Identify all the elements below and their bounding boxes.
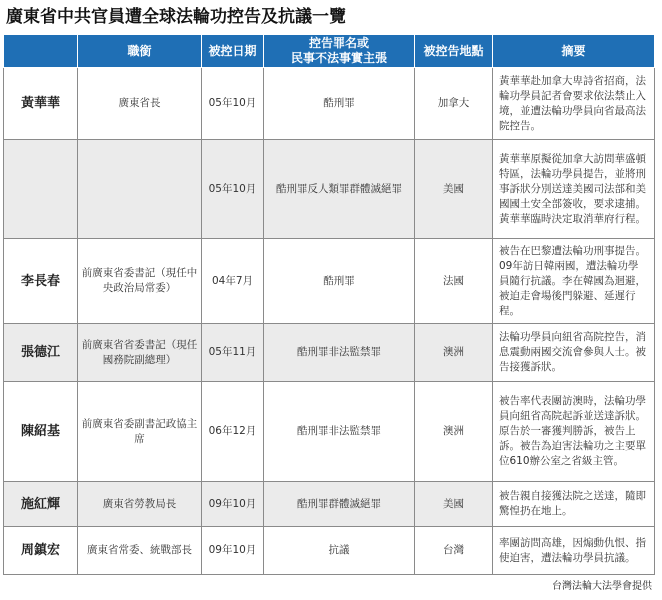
cell-charge: 酷刑罪群體滅絕罪 <box>264 482 415 527</box>
cell-date: 05年10月 <box>202 68 264 140</box>
header-location: 被控告地點 <box>415 35 493 68</box>
cell-date: 09年10月 <box>202 482 264 527</box>
cell-name: 李長春 <box>4 239 78 324</box>
cell-position <box>78 140 202 239</box>
header-summary: 摘要 <box>493 35 655 68</box>
cell-summary: 黃華華赴加拿大卑詩省招商，法輪功學員記者會要求依法禁止入境，並遭法輪功學員向省最高法院控告。 <box>493 68 655 140</box>
table-row <box>4 527 655 575</box>
cell-date: 05年11月 <box>202 324 264 382</box>
cell-position: 廣東省長 <box>78 68 202 140</box>
header-position: 職銜 <box>78 35 202 68</box>
cell-name: 陳紹基 <box>4 382 78 482</box>
table-row <box>4 382 655 482</box>
header-charge-line2: 民事不法事實主張 <box>290 51 387 65</box>
cell-name: 周鎮宏 <box>4 527 78 575</box>
header-charge-line1: 控告罪名或 <box>308 36 369 50</box>
cell-name: 張德江 <box>4 324 78 382</box>
cell-position: 廣東省勞教局長 <box>78 482 202 527</box>
cell-date: 09年10月 <box>202 527 264 575</box>
source-credit: 台灣法輪大法學會提供 <box>552 581 652 592</box>
cell-summary: 被告在巴黎遭法輪功刑事提告。09年訪日韓兩國，遭法輪功學員隨行抗議。李在韓國為迴避，被迫走會場後門躲避、延遲行程。 <box>493 239 655 324</box>
cell-name: 黃華華 <box>4 68 78 140</box>
cell-date: 06年12月 <box>202 382 264 482</box>
cell-location: 法國 <box>415 239 493 324</box>
table-row <box>4 140 655 239</box>
officials-table <box>3 34 655 575</box>
table-row <box>4 324 655 382</box>
table-row <box>4 482 655 527</box>
cell-charge: 酷刑罪反人類罪群體滅絕罪 <box>264 140 415 239</box>
cell-charge: 抗議 <box>264 527 415 575</box>
table-header-row <box>4 35 655 68</box>
table-row <box>4 239 655 324</box>
page-title: 廣東省中共官員遭全球法輪功控告及抗議一覽 <box>6 7 346 27</box>
cell-name: 施紅輝 <box>4 482 78 527</box>
cell-position: 前廣東省委書記（現任中央政治局常委） <box>78 239 202 324</box>
cell-name <box>4 140 78 239</box>
cell-charge: 酷刑罪 <box>264 239 415 324</box>
header-name <box>4 35 78 68</box>
header-date: 被控日期 <box>202 35 264 68</box>
cell-summary: 法輪功學員向紐省高院控告，消息震動兩國交流會參與人士。被告接獲訴狀。 <box>493 324 655 382</box>
cell-position: 前廣東省委副書記政協主席 <box>78 382 202 482</box>
table-row <box>4 68 655 140</box>
cell-charge: 酷刑罪 <box>264 68 415 140</box>
cell-summary: 被告親自接獲法院之送達，隨即驚惶扔在地上。 <box>493 482 655 527</box>
cell-location: 台灣 <box>415 527 493 575</box>
cell-location: 澳洲 <box>415 324 493 382</box>
cell-summary: 率團訪問高雄，因煽動仇恨、指使迫害，遭法輪功學員抗議。 <box>493 527 655 575</box>
cell-charge: 酷刑罪非法監禁罪 <box>264 324 415 382</box>
cell-date: 05年10月 <box>202 140 264 239</box>
cell-summary: 黃華華原擬從加拿大訪問華盛頓特區，法輪功學員提告，並將刑事訴狀分別送達美國司法部和美國國土安全部簽收，要求逮捕。黃華華臨時決定取消華府行程。 <box>493 140 655 239</box>
cell-location: 加拿大 <box>415 68 493 140</box>
cell-position: 前廣東省省委書記（現任國務院副總理） <box>78 324 202 382</box>
header-charge <box>264 35 415 68</box>
cell-date: 04年7月 <box>202 239 264 324</box>
cell-location: 美國 <box>415 482 493 527</box>
cell-charge: 酷刑罪非法監禁罪 <box>264 382 415 482</box>
cell-location: 澳洲 <box>415 382 493 482</box>
cell-summary: 被告率代表團訪澳時，法輪功學員向紐省高院起訴並送達訴狀。原告於一審獲判勝訴，被告上訴。被告為迫害法輪功之主要單位610辦公室之省級主管。 <box>493 382 655 482</box>
cell-position: 廣東省常委、統戰部長 <box>78 527 202 575</box>
cell-location: 美國 <box>415 140 493 239</box>
